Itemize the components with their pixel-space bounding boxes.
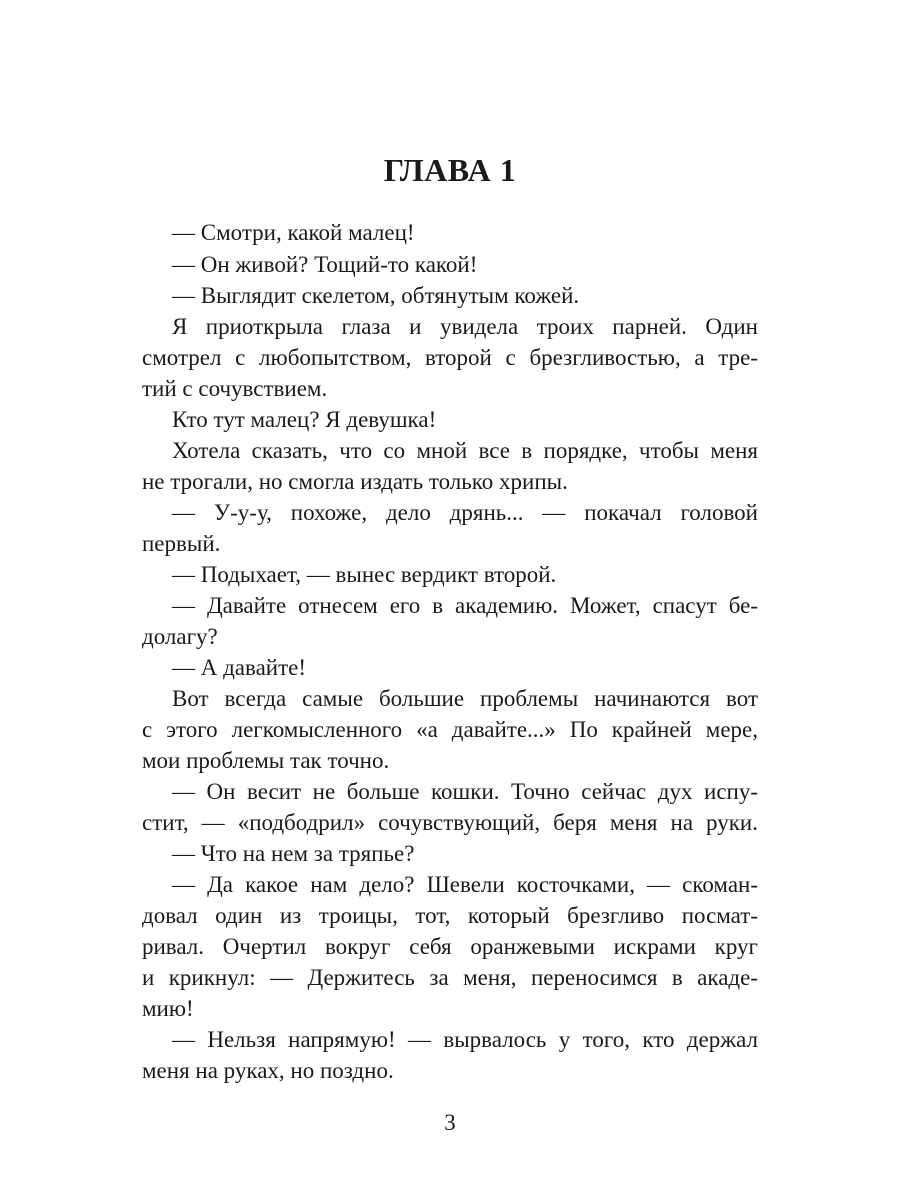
text-line: с этого легкомысленного «а давайте...» По крайней мере, xyxy=(142,717,758,742)
text-line: — Он весит не больше кошки. Точно сейчас дух испу- xyxy=(172,779,758,804)
text-line: Хотела сказать, что со мной все в порядке, чтобы меня xyxy=(172,438,758,463)
text-line: тий с сочувствием. xyxy=(142,376,328,401)
text-line: — А давайте! xyxy=(172,655,307,680)
text-line: — Да какое нам дело? Шевели косточками, — скоман- xyxy=(172,872,758,897)
text-line: стит, — «подбодрил» сочувствующий, беря меня на руки. xyxy=(142,810,758,835)
page-number: 3 xyxy=(444,1110,456,1135)
text-line: меня на руках, но поздно. xyxy=(142,1058,394,1083)
text-line: — Нельзя напрямую! — вырвалось у того, кто держал xyxy=(172,1027,758,1052)
chapter-title: ГЛАВА 1 xyxy=(383,152,517,188)
text-line: — Выглядит скелетом, обтянутым кожей. xyxy=(172,283,580,308)
text-line: не трогали, но смогла издать только хрипы. xyxy=(142,469,568,494)
text-line: — У-у-у, похоже, дело дрянь... — покачал головой xyxy=(172,500,758,525)
text-line: ривал. Очертил вокруг себя оранжевыми искрами круг xyxy=(142,934,758,959)
text-line: мию! xyxy=(142,996,194,1021)
text-line: Вот всегда самые большие проблемы начинаются вот xyxy=(172,686,758,711)
text-line: — Подыхает, — вынес вердикт второй. xyxy=(172,562,557,587)
text-line: довал один из троицы, тот, который брезгливо посмат- xyxy=(142,903,758,928)
text-line: Я приоткрыла глаза и увидела троих парней. Один xyxy=(172,314,758,339)
text-line: смотрел с любопытством, второй с брезгливостью, а тре- xyxy=(142,345,758,370)
text-line: мои проблемы так точно. xyxy=(142,748,390,773)
text-line: долагу? xyxy=(142,624,218,649)
text-line: — Давайте отнесем его в академию. Может, спасут бе- xyxy=(172,593,758,618)
text-line: — Он живой? Тощий-то какой! xyxy=(172,252,478,277)
text-line: первый. xyxy=(142,531,221,556)
text-line: — Смотри, какой малец! xyxy=(172,220,415,245)
text-line: Кто тут малец? Я девушка! xyxy=(172,407,437,432)
text-line: — Что на нем за тряпье? xyxy=(172,841,415,866)
text-line: и крикнул: — Держитесь за меня, переносимся в акаде- xyxy=(142,965,758,990)
